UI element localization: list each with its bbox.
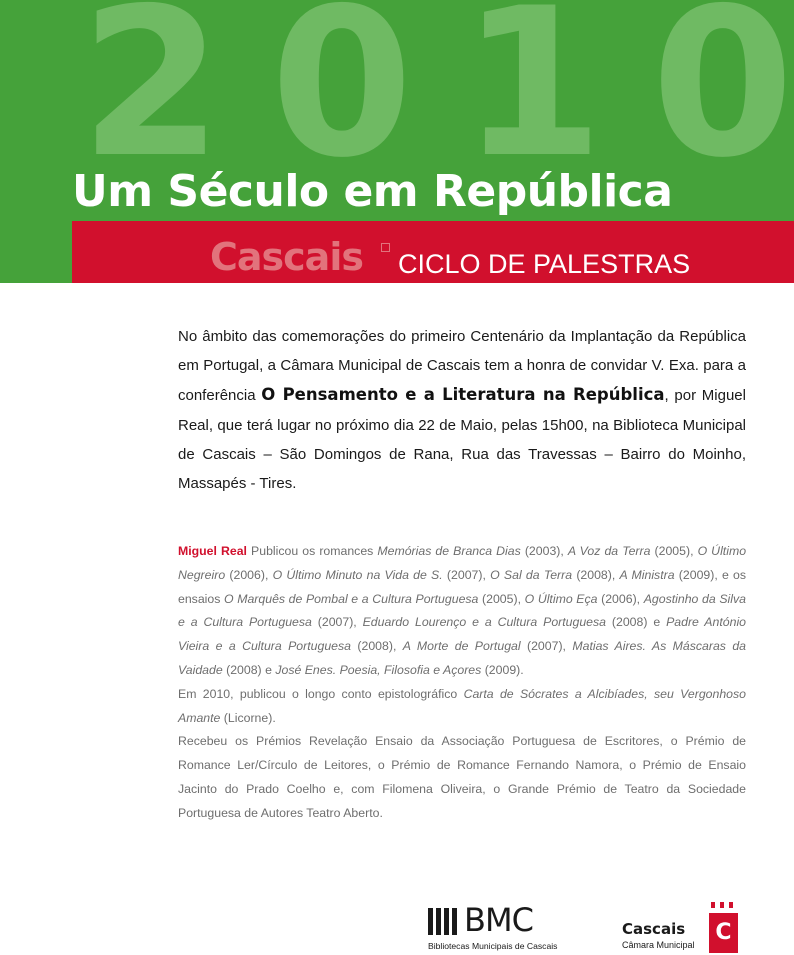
header-banner <box>0 0 794 283</box>
bio-text: Recebeu os Prémios Revelação Ensaio da Associação Portuguesa de Escritores, o Prémio de Romance Ler/Círculo de Leitores, o Prémio de Romance Fernando Namora, o Prémio de Ensaio Jacinto do Prado Coelho e, com Filomena Oliveira, o Grande Prémio de Teatro da Sociedade Portuguesa de Autores Teatro Aberto. <box>178 734 746 820</box>
book-title: A Voz da Terra <box>567 544 651 558</box>
bio-works <box>178 544 746 677</box>
book-title: José Enes. Poesia, Filosofia e Açores <box>275 662 482 677</box>
year-digit: 1 <box>460 0 604 203</box>
bio-text: (2006), <box>225 567 273 582</box>
bio-text: (2008), <box>351 639 403 654</box>
bio-text: (2006), <box>597 591 644 606</box>
invitation-details: , por Miguel Real, que terá lugar no próximo dia 22 de Maio, pelas 15h00, na Biblioteca Municipal de Cascais – São Domingos de Rana, Rua das Travessas – Bairro do Moinho, Massapés - Tires. <box>178 387 746 493</box>
bio-text: Publicou os romances <box>246 544 378 558</box>
book-title: Padre António Vieira e a Cultura Portuguesa <box>178 615 747 654</box>
book-title: Eduardo Lourenço e a Cultura Portuguesa <box>362 615 607 630</box>
bio-text: Em 2010, publicou o longo conto epistolográfico <box>178 686 464 701</box>
book-title: Agostinho da Silva e a Cultura Portuguesa <box>178 591 746 630</box>
book-title: A Morte de Portugal <box>402 639 521 654</box>
bio-text: (2007), <box>442 567 491 582</box>
brand-word: Cascais <box>210 235 363 279</box>
author-bio <box>178 540 746 826</box>
year-digit: 0 <box>270 0 414 203</box>
book-title: O Sal da Terra <box>490 567 573 582</box>
book-title: O Último Eça <box>524 591 598 606</box>
bio-text: (2008) e <box>222 662 276 677</box>
page-title: Um Século em República <box>72 166 673 217</box>
bio-text: (Licorne). <box>220 710 276 725</box>
invitation-lead: No âmbito das comemorações do primeiro Centenário da Implantação da República em Portugal, a Câmara Municipal de Cascais tem a honra de convidar V. Exa. para a conferência <box>178 328 746 405</box>
year-digit: 0 <box>651 0 794 203</box>
book-title: A Ministra <box>619 567 675 582</box>
author-name: Miguel Real <box>178 544 247 558</box>
bmc-bars-icon <box>428 908 457 935</box>
series-subtitle: CICLO DE PALESTRAS <box>398 249 691 279</box>
bio-paragraph-awards <box>178 730 746 825</box>
bmc-logo-text: BMC <box>464 901 533 939</box>
cm-subtitle: Câmara Municipal <box>622 940 695 950</box>
bio-text: (2007), <box>311 615 363 630</box>
camara-municipal-logo <box>620 900 750 955</box>
book-title: Carta de Sócrates a Alcibíades, seu Vergonhoso Amante <box>178 686 746 725</box>
brand-mark-icon <box>381 243 390 252</box>
cm-name: Cascais <box>622 920 686 938</box>
bio-text: (2003), <box>520 544 568 558</box>
year-digit: 2 <box>80 0 223 203</box>
bio-paragraph-works <box>178 540 746 683</box>
bio-text: (2008), <box>572 567 620 582</box>
bmc-caption: Bibliotecas Municipais de Cascais <box>428 941 558 951</box>
book-title: O Último Minuto na Vida de S. <box>272 567 443 582</box>
bmc-logo <box>426 901 568 954</box>
cm-ticks-icon <box>711 902 733 908</box>
book-title: Memórias de Branca Dias <box>377 544 521 558</box>
book-title: O Marquês de Pombal e a Cultura Portuguesa <box>224 591 479 606</box>
bio-paragraph-2010 <box>178 683 746 731</box>
bio-text: (2008) e <box>606 615 667 630</box>
cm-symbol-icon: C <box>709 913 738 953</box>
conference-title: O Pensamento e a Literatura na República <box>261 385 665 405</box>
bio-text: (2009). <box>481 662 524 677</box>
bio-text: (2005), <box>478 591 525 606</box>
bio-text: (2005), <box>650 544 698 558</box>
bio-text: (2009), e os ensaios <box>178 567 747 606</box>
book-title: Matias Aires. As Máscaras da Vaidade <box>178 639 746 677</box>
invitation-text <box>178 322 746 498</box>
book-title: O Último Negreiro <box>178 544 747 582</box>
bio-text: (2007), <box>520 639 573 654</box>
